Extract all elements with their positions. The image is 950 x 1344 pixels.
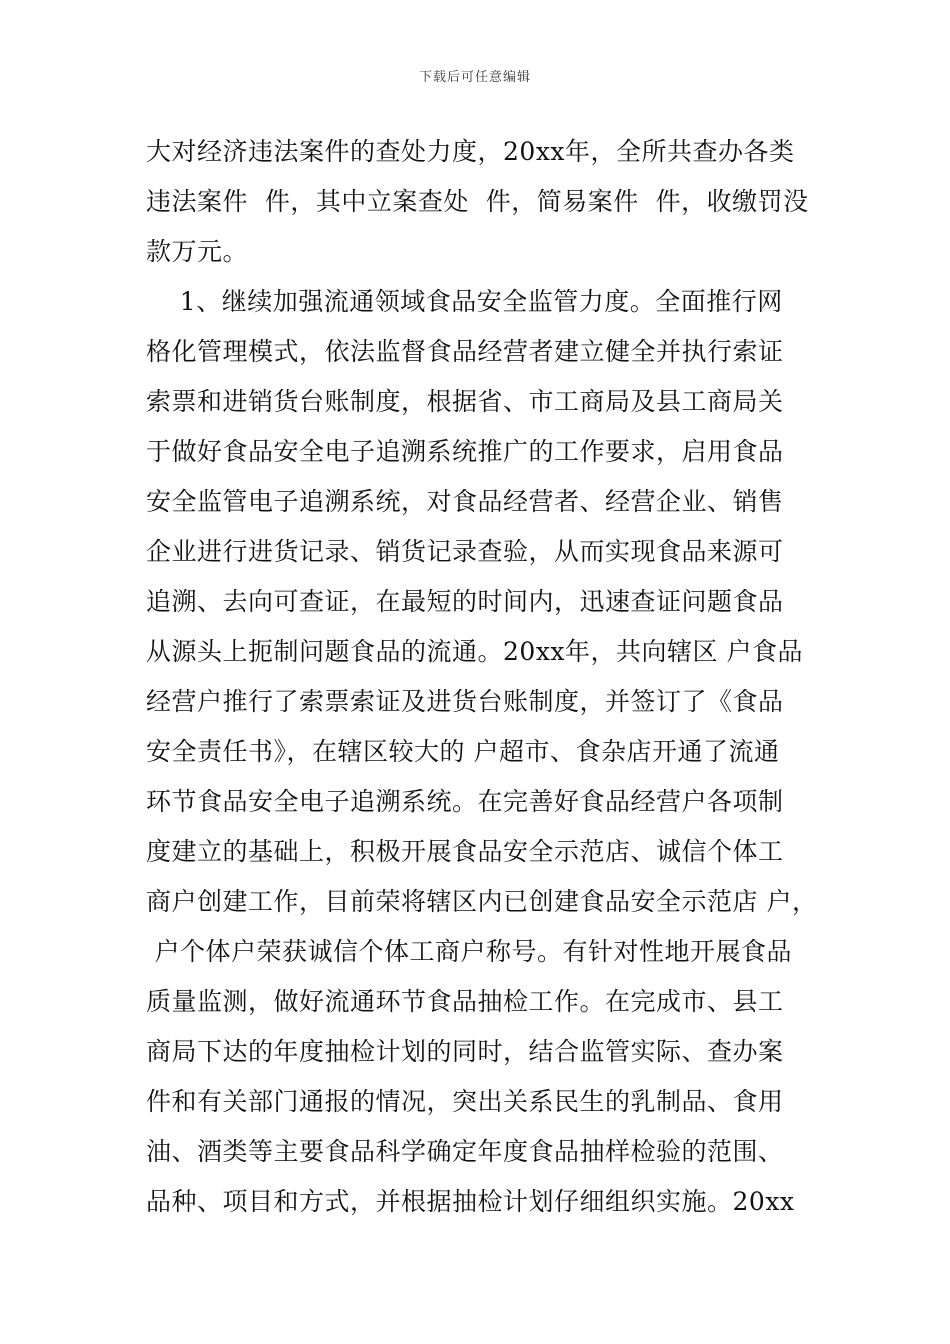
text-line: 追溯、去向可查证，在最短的时间内，迅速查证问题食品 — [146, 587, 784, 616]
text-line: 从源头上扼制问题食品的流通。20xx年，共向辖区 户食品 — [146, 637, 803, 666]
text-line: 油、酒类等主要食品科学确定年度食品抽样检验的范围、 — [146, 1137, 784, 1166]
page-header-note: 下载后可任意编辑 — [418, 70, 531, 85]
document-body — [146, 127, 826, 1227]
text-line: 环节食品安全电子追溯系统。在完善好食品经营户各项制 — [146, 787, 784, 816]
text-line: 度建立的基础上，积极开展食品安全示范店、诚信个体工 — [146, 837, 784, 866]
text-line: 件和有关部门通报的情况，突出关系民生的乳制品、食用 — [146, 1087, 784, 1116]
text-line: 商局下达的年度抽检计划的同时，结合监管实际、查办案 — [146, 1037, 784, 1066]
text-line: 商户创建工作，目前荣将辖区内已创建食品安全示范店 户， — [146, 887, 818, 916]
text-line: 户个体户荣获诚信个体工商户称号。有针对性地开展食品 — [146, 937, 792, 966]
text-line: 1、继续加强流通领域食品安全监管力度。全面推行网 — [146, 287, 783, 316]
text-line: 于做好食品安全电子追溯系统推广的工作要求，启用食品 — [146, 437, 784, 466]
text-line: 违法案件 件，其中立案查处 件，简易案件 件，收缴罚没 — [146, 187, 809, 216]
text-line: 索票和进销货台账制度，根据省、市工商局及县工商局关 — [146, 387, 784, 416]
text-line: 格化管理模式，依法监督食品经营者建立健全并执行索证 — [146, 337, 784, 366]
text-line: 款万元。 — [146, 237, 249, 266]
text-line: 质量监测，做好流通环节食品抽检工作。在完成市、县工 — [146, 987, 784, 1016]
text-line: 经营户推行了索票索证及进货台账制度，并签订了《食品 — [146, 687, 784, 716]
text-line: 企业进行进货记录、销货记录查验，从而实现食品来源可 — [146, 537, 784, 566]
text-line: 大对经济违法案件的查处力度，20xx年，全所共查办各类 — [146, 137, 795, 166]
text-line: 安全责任书》，在辖区较大的 户超市、食杂店开通了流通 — [146, 737, 780, 766]
text-line: 安全监管电子追溯系统，对食品经营者、经营企业、销售 — [146, 487, 784, 516]
text-line: 品种、项目和方式，并根据抽检计划仔细组织实施。20xx — [146, 1187, 795, 1216]
